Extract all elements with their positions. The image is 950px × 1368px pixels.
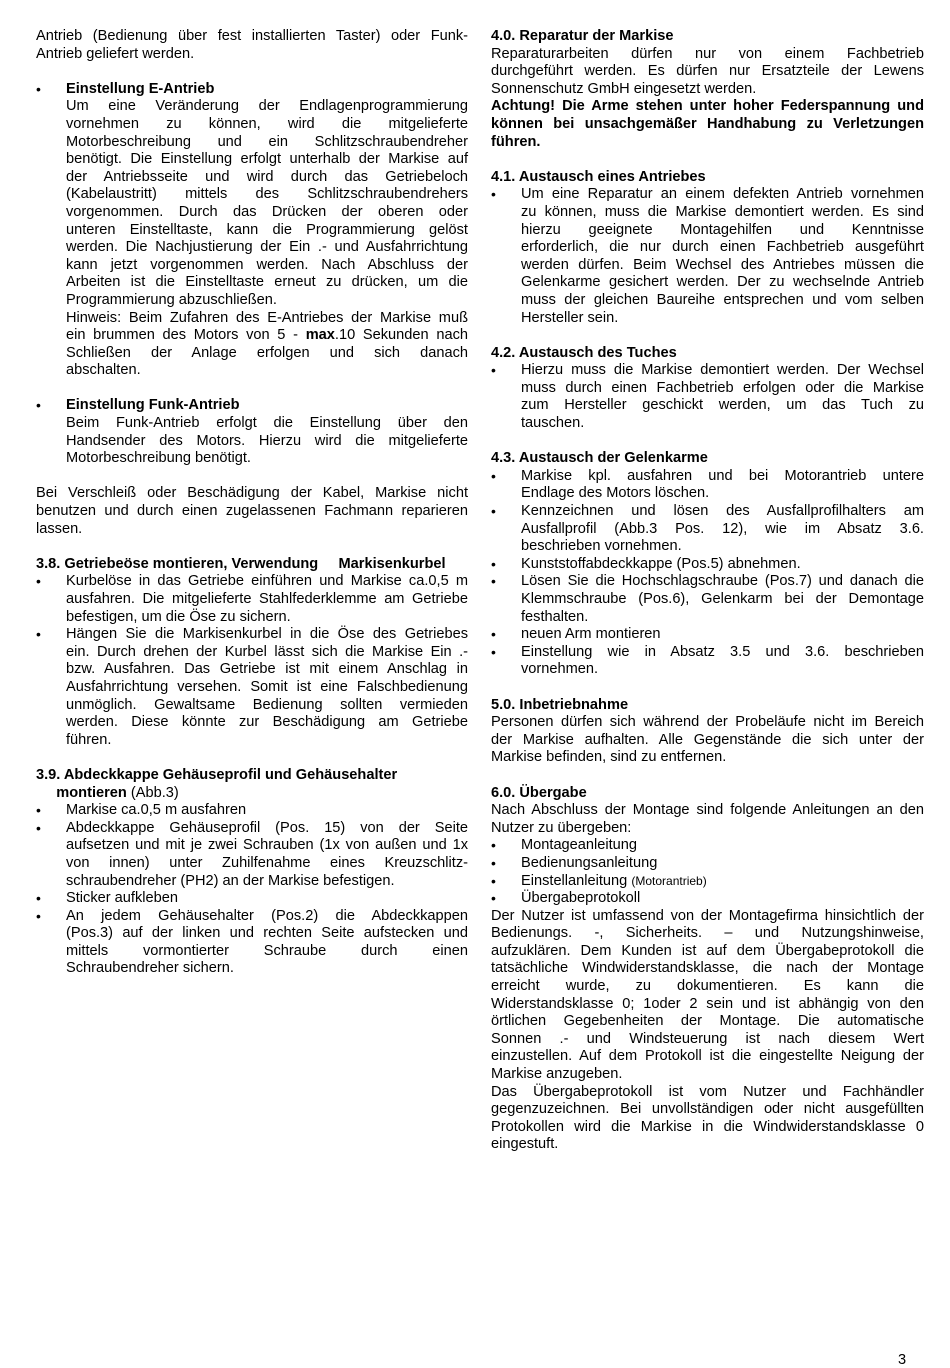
text-line: beschrieben vornehmen. (521, 538, 682, 555)
spacer (491, 679, 924, 697)
text-line: einzustellen. Auf dem Protokoll ist die eingestellte Neigung der (491, 1048, 924, 1065)
text-run: (Abb.3) (126, 784, 179, 801)
section-heading (491, 28, 924, 46)
text-line: aufzuklären. Dem Kunden ist auf dem Übergabeprotokoll die (491, 942, 924, 959)
text-line: Protokollen wird die Markise in die Windwiderstandsklasse 0 (491, 1118, 924, 1135)
text-line: Kunststoffabdeckkappe (Pos.5) abnehmen. (521, 555, 801, 572)
text-run: (Motorantrieb) (631, 873, 707, 888)
text-line: hierzu geeignete Montagehilfen und Kenntnisse (521, 221, 924, 238)
text-line (36, 785, 468, 803)
paragraph (36, 310, 468, 380)
bullet-icon: • (36, 802, 41, 819)
list-item (491, 644, 924, 679)
text-line: Hinweis: Beim Zufahren des E-Antriebes der Markise muß (66, 309, 468, 326)
text-line (36, 327, 468, 345)
text-line: Schließen der Anlage erfolgen und sich danach (66, 344, 468, 361)
text-line: 3.9. Abdeckkappe Gehäuseprofil und Gehäusehalter (36, 766, 398, 783)
text-line: (Pos.3) auf der linken und rechten Seite aufstecken und (66, 925, 468, 942)
text-line: bzw. Ausfahren. Das Getriebe ist mit einem Anschlag in (66, 661, 468, 678)
text-line: 4.1. Austausch eines Antriebes (491, 168, 706, 185)
right-column (491, 28, 924, 1154)
text-line: 4.2. Austausch des Tuches (491, 344, 677, 361)
section-heading (491, 697, 924, 715)
text-line: Einstellung E-Antrieb (66, 80, 215, 97)
text-line: Sonnen .- und Windsteuerung ist nach diesem Wert (491, 1030, 924, 1047)
list-item (491, 362, 924, 432)
text-line: An jedem Gehäusehalter (Pos.2) die Abdeckkappen (66, 907, 468, 924)
text-line: Markise anzugeben. (491, 1066, 623, 1083)
text-line: Personen dürfen sich während der Probeläufe nicht im Bereich (491, 714, 924, 731)
text-line: 5.0. Inbetriebnahme (491, 696, 629, 713)
list-item (36, 908, 468, 978)
list-item (491, 873, 924, 891)
text-line: erforderlich, die nur durch einen Fachbetrieb ausgeführt (521, 239, 924, 256)
section-heading (491, 785, 924, 803)
bullet-icon: • (491, 362, 496, 379)
text-line: ein. Durch drehen der Kurbel lässt sich die Markise Ein .- (66, 643, 468, 660)
text-line: muss der gleichen Baureihe entsprechen und vom selben (521, 291, 924, 308)
list-item (491, 890, 924, 908)
text-line: Klemmschraube (Pos.6), Gelenkarm bei der Demontage (521, 591, 924, 607)
text-line: 6.0. Übergabe (491, 784, 587, 801)
text-line: zu können, muss die Markise demontiert werden. Es sind (521, 203, 924, 220)
section-heading (36, 767, 468, 802)
text-line: Einstellung wie in Absatz 3.5 und 3.6. beschrieben (521, 643, 924, 660)
text-line: Um eine Reparatur an einem defekten Antrieb vornehmen (521, 186, 924, 203)
warning-paragraph (491, 98, 924, 151)
text-line: zum Hersteller geschickt werden, um das Tuch zu (521, 397, 924, 414)
paragraph (491, 802, 924, 837)
text-line: lassen. (36, 520, 83, 537)
list-item (491, 556, 924, 574)
text-line: vornehmen zu können, wird die mitgelieferte (66, 115, 468, 132)
text-line: Kurbelöse in das Getriebe einführen und Markise ca.0,5 m (66, 573, 468, 590)
text-line: unmöglich. Gewaltsame Bedienung sollten vermieden (66, 696, 468, 713)
text-line: Übergabeprotokoll (521, 890, 641, 907)
text-line: Markise ca.0,5 m ausfahren (66, 802, 247, 819)
text-run: .10 Sekunden nach (334, 327, 468, 344)
page-number: 3 (898, 1352, 907, 1368)
text-line: Motorbeschreibung benötigt. (66, 450, 251, 467)
bullet-icon: • (36, 890, 41, 907)
text-line: Ausfahrrichtung versehen. Somit ist eine Falschbedienung (66, 678, 468, 695)
text-line: 4.3. Austausch der Gelenkarme (491, 450, 708, 467)
text-line: erreicht wurde, zu dokumentieren. Es kann die (491, 978, 924, 995)
bold-text: max (305, 327, 335, 344)
text-line: werden. Diese könnte zur Beschädigung am Getriebe (66, 714, 468, 731)
text-line: Endlage des Motors löschen. (521, 485, 710, 502)
section-heading (36, 556, 468, 574)
spacer (36, 538, 468, 556)
text-line: Nach Abschluss der Montage sind folgende Anleitungen an den (491, 802, 924, 819)
text-line: Der Nutzer ist umfassend von der Montagefirma hinsichtlich der (491, 907, 924, 924)
list-item (491, 626, 924, 644)
text-line: führen. (66, 731, 112, 748)
bullet-icon: • (36, 80, 41, 97)
text-line: werden. Die Nachjustierung der Ein .- und Ausfahrrichtung (66, 239, 468, 256)
paragraph (36, 485, 468, 538)
bullet-icon: • (491, 503, 496, 520)
list-item (491, 186, 924, 327)
text-line: festhalten. (521, 608, 589, 625)
text-line: Ausfallprofil (Abb.3 Pos. 12), wie im Absatz 3.6. (521, 520, 924, 537)
paragraph (491, 908, 924, 1084)
text-line: tatsächliche Windwiderstandsklasse, die nach der Montage (491, 960, 924, 977)
text-line: Beim Funk-Antrieb erfolgt die Einstellung über den (66, 415, 468, 432)
text-line: Bei Verschleiß oder Beschädigung der Kabel, Markise nicht (36, 485, 468, 502)
bullet-icon: • (36, 907, 41, 924)
section-heading (491, 345, 924, 363)
text-line: gegenzuzeichnen. Bei unvollständigen oder nicht ausgefüllten (491, 1101, 924, 1118)
list-item (36, 820, 468, 890)
text-line: Montageanleitung (521, 837, 638, 854)
spacer (36, 468, 468, 486)
text-line (491, 873, 924, 891)
text-line: Bedienungsanleitung (521, 854, 658, 871)
text-line: Hierzu muss die Markise demontiert werden. Der Wechsel (521, 362, 924, 379)
bullet-icon: • (491, 186, 496, 203)
bullet-icon: • (36, 397, 41, 414)
text-line: Nutzer zu übergeben: (491, 819, 632, 836)
text-line: (Kabelaustritt) mittels des Schlitzschraubendrehers (66, 186, 468, 203)
bullet-icon: • (491, 555, 496, 572)
text-line: befestigen, um die Öse zu sichern. (66, 608, 291, 625)
paragraph (36, 98, 468, 309)
text-line: Arbeiten ist die Einstelltaste erneut zu drücken, um die (66, 274, 468, 291)
text-line: muss durch einen Fachbetrieb erfolgen oder die Markise (521, 379, 924, 396)
text-line: Markise befinden, sind zu entfernen. (491, 749, 727, 766)
list-item (491, 468, 924, 503)
text-line: Hängen Sie die Markisenkurbel in die Öse des Getriebes (66, 626, 468, 643)
text-line: Handsender des Motors. Hierzu wird die mitgelieferte (66, 432, 468, 449)
text-line: Hersteller sein. (521, 309, 619, 326)
text-run: ein brummen des Motors von 5 - (66, 327, 306, 344)
bullet-icon: • (36, 819, 41, 836)
text-line: schraubendreher (PH2) an der Markise befestigen. (66, 872, 395, 889)
text-line: tauschen. (521, 415, 585, 432)
text-line: können bei unsachgemäßer Handhabung zu Verletzungen (491, 115, 924, 132)
spacer (36, 749, 468, 767)
text-line: werden dürfen. Beim Wechsel des Antriebes müssen die (521, 256, 924, 273)
text-line: vornehmen. (521, 661, 599, 678)
list-item-heading (36, 397, 468, 415)
list-item-heading (36, 81, 468, 99)
left-column (36, 28, 468, 978)
bullet-icon: • (491, 573, 496, 590)
text-line: durchgeführt werden. Es dürfen nur Ersatzteile der Lewens (491, 63, 924, 80)
text-line: Um eine Veränderung der Endlagenprogrammierung (66, 98, 468, 115)
text-line: mittels vormontierter Schraube durch einen (66, 942, 468, 959)
text-line: Antrieb (Bedienung über fest installierten Taster) oder Funk- (36, 28, 468, 44)
text-line: Kennzeichnen und lösen des Ausfallprofilhalters am (521, 503, 924, 520)
text-line: kann jetzt vorgenommen werden. Nach Abschluss der (66, 256, 468, 273)
text-line: benötigt. Die Einstellung erfolgt unterhalb der Markise auf (66, 151, 468, 168)
text-line: von innen) unter Zuhilfenahme eines Kreuzschlitz- (66, 854, 468, 871)
text-line: Sonnenschutz GmbH eingesetzt werden. (491, 80, 757, 97)
text-line: 4.0. Reparatur der Markise (491, 28, 674, 44)
text-line: Widerstandsklasse 0; 1oder 2 sein und ist abhängig von den (491, 995, 924, 1012)
list-item (491, 573, 924, 626)
paragraph (491, 714, 924, 767)
text-line: Einstellung Funk-Antrieb (66, 397, 240, 414)
paragraph (491, 46, 924, 99)
text-line: Antrieb geliefert werden. (36, 45, 195, 62)
text-line: Markise kpl. ausfahren und bei Motorantrieb untere (521, 467, 924, 484)
text-line: 3.8. Getriebeöse montieren, Verwendung Markisenkurbel (36, 555, 446, 572)
text-line: eingestuft. (491, 1136, 559, 1153)
text-line: Bedienungs. -, Sicherheits. – und Nutzungshinweise, (491, 925, 924, 942)
text-line: abschalten. (66, 362, 141, 379)
list-item (36, 626, 468, 749)
bullet-icon: • (491, 854, 496, 871)
text-line: Programmierung abzuschließen. (66, 291, 277, 308)
text-line: Sticker aufkleben (66, 890, 178, 907)
paragraph (36, 415, 468, 468)
list-item (36, 890, 468, 908)
bullet-icon: • (36, 573, 41, 590)
paragraph (36, 28, 468, 63)
text-line: der Markise aufhalten. Alle Gegenstände die sich unter der (491, 731, 924, 748)
bullet-icon: • (491, 837, 496, 854)
text-line: führen. (491, 133, 541, 150)
text-line: Lösen Sie die Hochschlagschraube (Pos.7) und danach die (521, 573, 924, 590)
text-line: Schraubendreher sichern. (66, 960, 234, 977)
spacer (36, 380, 468, 398)
text-line: Das Übergabeprotokoll ist vom Nutzer und Fachhändler (491, 1083, 924, 1100)
text-line: neuen Arm montieren (521, 626, 661, 643)
list-item (36, 802, 468, 820)
paragraph (491, 1084, 924, 1154)
text-line: Motorbeschreibung und ein Schlitzschraubendreher (66, 133, 468, 150)
text-line: aufsetzen und mit je zwei Schrauben (1x von außen und 1x (66, 837, 468, 854)
text-line: örtlichen Gegebenheiten der Montage. Die automatische (491, 1013, 924, 1030)
text-line: ausfahren. Die mitgelieferte Stahlfederklemme am Getriebe (66, 591, 468, 607)
bullet-icon: • (491, 643, 496, 660)
spacer (491, 327, 924, 345)
spacer (491, 433, 924, 451)
text-line: Reparaturarbeiten dürfen nur von einem Fachbetrieb (491, 45, 924, 62)
text-line: Gelenkarme gesichert werden. Der zu wechselnde Antrieb (521, 274, 924, 291)
bullet-icon: • (491, 872, 496, 889)
text-line: der Antriebsseite und wird durch das Getriebeloch (66, 168, 468, 185)
section-heading (491, 450, 924, 468)
list-item (491, 837, 924, 855)
bullet-icon: • (491, 890, 496, 907)
text-line: Abdeckkappe Gehäuseprofil (Pos. 15) von der Seite (66, 819, 468, 836)
bullet-icon: • (491, 467, 496, 484)
text-line: vorgenommen. Durch das Drücken der oberen oder (66, 203, 468, 220)
list-item (491, 503, 924, 556)
text-run: Einstellanleitung (521, 872, 632, 889)
text-run: montieren (36, 784, 127, 801)
list-item (491, 855, 924, 873)
spacer (491, 151, 924, 169)
text-line: unteren Einstelltaste, kann die Programmierung gelöst (66, 221, 468, 238)
text-line: benutzen und durch einen zugelassenen Fachmann reparieren (36, 503, 468, 520)
bullet-icon: • (491, 626, 496, 643)
text-line: Achtung! Die Arme stehen unter hoher Federspannung und (491, 98, 924, 115)
bullet-icon: • (36, 626, 41, 643)
list-item (36, 573, 468, 626)
spacer (491, 767, 924, 785)
spacer (36, 63, 468, 81)
section-heading (491, 169, 924, 187)
